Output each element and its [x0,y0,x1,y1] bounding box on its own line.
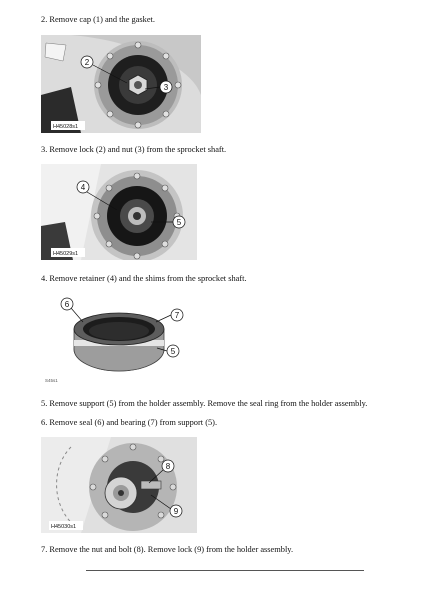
step-5-text: 5. Remove support (5) from the holder assembly. Remove the seal ring from the holder assembly. [41,399,368,408]
figure-3-callout-6: 6 [64,300,70,309]
figure-1-photo-id: H45028s1 [53,124,79,130]
step-2-text: 2. Remove cap (1) and the gasket. [41,15,155,24]
figure-nut-bolt-lock-photo [41,437,197,533]
footer-divider [86,570,364,571]
figure-4-illustration [41,437,197,533]
figure-2-callout-5: 5 [176,218,182,227]
step-4-text: 4. Remove retainer (4) and the shims from the sprocket shaft. [41,274,247,283]
figure-3-illustration [41,294,196,386]
figure-3-callout-7: 7 [174,311,180,320]
step-6-text: 6. Remove seal (6) and bearing (7) from support (5). [41,418,218,427]
figure-4-callout-8: 8 [165,462,171,471]
figure-1-callout-2: 2 [84,58,90,67]
step-3-text: 3. Remove lock (2) and nut (3) from the sprocket shaft. [41,145,227,154]
figure-1-illustration [41,35,201,133]
figure-4-callout-9: 9 [173,507,179,516]
figure-retainer-shims-photo [41,294,196,386]
figure-2-photo-id: H45029s1 [53,251,79,257]
figure-4-photo-id: H45030s1 [51,524,77,530]
figure-2-callout-4: 4 [80,183,86,192]
figure-lock-nut-removal-photo [41,164,197,260]
figure-cap-removal-photo [41,35,201,133]
figure-1-callout-3: 3 [163,83,169,92]
step-7-text: 7. Remove the nut and bolt (8). Remove lock (9) from the holder assembly. [41,545,294,554]
figure-3-photo-id: S45s1 [45,378,58,383]
figure-2-illustration [41,164,197,260]
figure-3-callout-5: 5 [170,347,176,356]
